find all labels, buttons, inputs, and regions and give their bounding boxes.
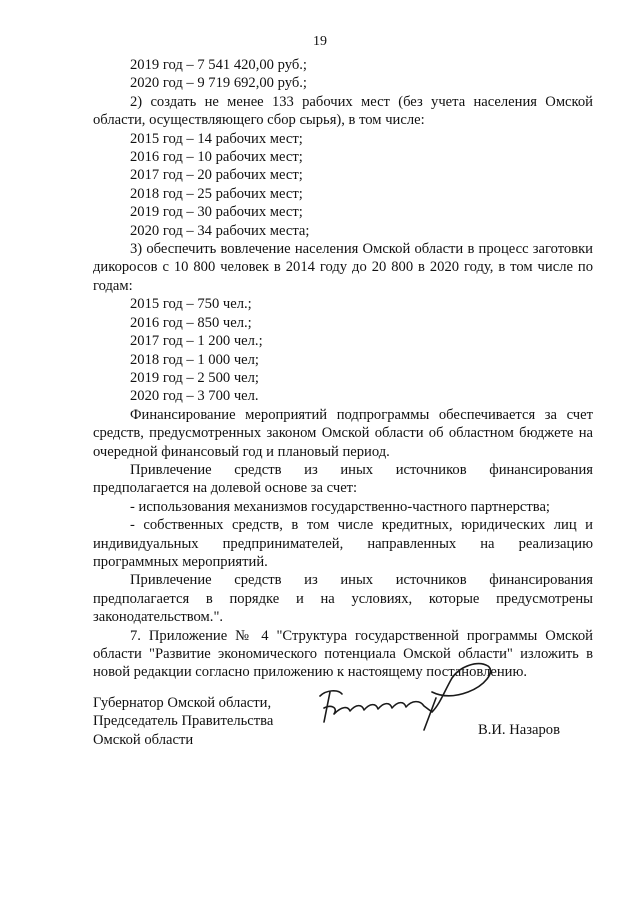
people-year-line: 2016 год – 850 чел.; (130, 314, 252, 331)
financing-paragraph: Финансирование мероприятий подпрограммы обеспечивается за счет средств, предусмотренных законом Омской области об областном бюджете на очередной финансовый год и плановый период. (93, 406, 593, 460)
item-7-paragraph: 7. Приложение № 4 "Структура государственной программы Омской области "Развитие экономического потенциала Омской области" изложить в новой редакции согласно приложению к настоящему постановлению. (93, 627, 593, 681)
people-year-line: 2015 год – 750 чел.; (130, 296, 252, 313)
signatory-title (93, 694, 293, 749)
item-2-paragraph: 2) создать не менее 133 рабочих мест (без учета населения Омской области, осуществляющего сбор сырья), в том числе: (93, 93, 593, 129)
procedure-paragraph: Привлечение средств из иных источников финансирования предполагается в порядке и на условиях, которые предусмотрены законодательством.". (93, 572, 593, 626)
jobs-year-line: 2020 год – 34 рабочих места; (130, 222, 310, 239)
jobs-year-line: 2015 год – 14 рабочих мест; (130, 130, 303, 147)
document-body (93, 56, 593, 682)
bullet-item: - собственных средств, в том числе кредитных, юридических лиц и индивидуальных предпринимателей, направленных на реализацию программных мероприятий. (93, 517, 593, 570)
jobs-year-line: 2017 год – 20 рабочих мест; (130, 167, 303, 184)
finance-year-line: 2019 год – 7 541 420,00 руб.; (130, 57, 307, 73)
people-year-line: 2019 год – 2 500 чел; (130, 369, 259, 386)
signer-name: В.И. Назаров (478, 722, 560, 738)
handwritten-signature (312, 656, 502, 734)
signatory-title-line: Председатель Правительства (93, 713, 274, 730)
people-year-line: 2017 год – 1 200 чел.; (130, 333, 263, 350)
finance-year-line: 2020 год – 9 719 692,00 руб.; (130, 75, 307, 92)
signatory-title-line: Омской области (93, 731, 194, 748)
bullet-item: - использования механизмов государственно-частного партнерства; (130, 498, 550, 515)
jobs-year-line: 2019 год – 30 рабочих мест; (130, 204, 303, 221)
jobs-year-line: 2016 год – 10 рабочих мест; (130, 149, 303, 166)
page-number: 19 (313, 34, 327, 49)
people-year-line: 2018 год – 1 000 чел; (130, 351, 259, 368)
item-3-paragraph: 3) обеспечить вовлечение населения Омской области в процесс заготовки дикоросов с 10 800 человек в 2014 году до 20 800 в 2020 году, в том числе по годам: (93, 241, 593, 294)
jobs-year-line: 2018 год – 25 рабочих мест; (130, 185, 303, 202)
people-year-line: 2020 год – 3 700 чел. (130, 388, 259, 405)
signatory-title-line: Губернатор Омской области, (93, 695, 272, 711)
attraction-paragraph: Привлечение средств из иных источников финансирования предполагается на долевой основе за счет: (93, 461, 593, 497)
